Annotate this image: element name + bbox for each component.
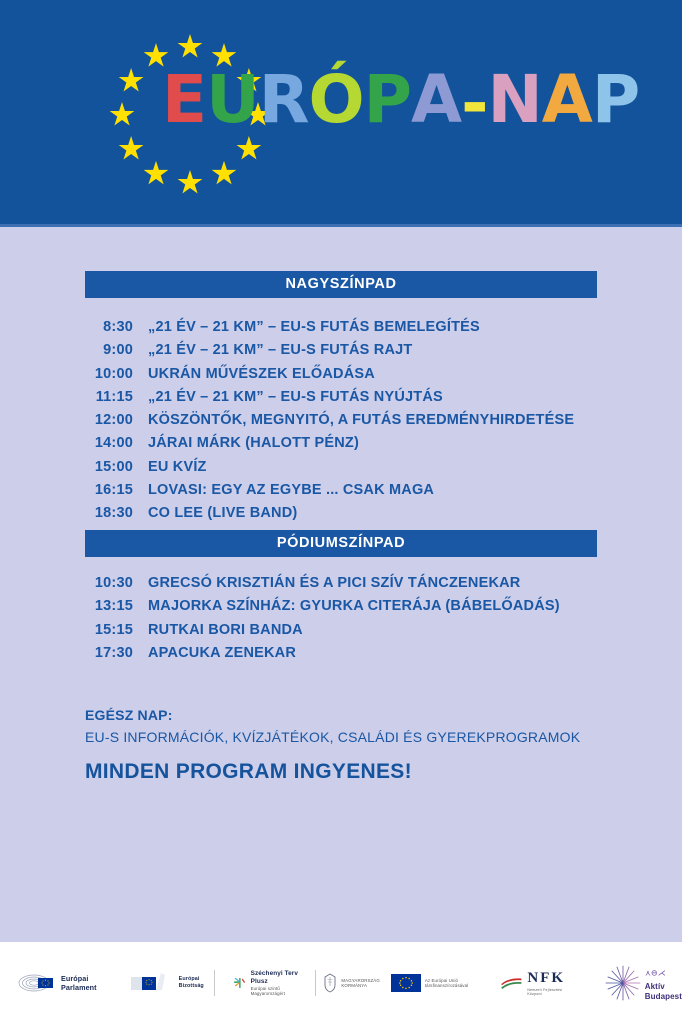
- hungary-coat-of-arms-icon: [322, 972, 338, 994]
- logo-label-line2: Plusz: [250, 977, 268, 985]
- event-title: APACUKA ZENEKAR: [148, 644, 296, 661]
- schedule-row: [85, 598, 605, 621]
- parliament-icon: [18, 971, 56, 995]
- poster-content: [0, 227, 682, 942]
- logo-label-sub: Európai szintű Magyarországért: [250, 985, 286, 996]
- all-day-text: EU-S INFORMÁCIÓK, KVÍZJÁTÉKOK, CSALÁDI ÉS GYEREKPROGRAMOK: [85, 729, 581, 745]
- event-time: 10:00: [94, 365, 133, 382]
- schedule-row: [85, 366, 605, 389]
- event-time: 11:15: [95, 388, 133, 405]
- wordmark-letter-3: Ó: [308, 61, 364, 138]
- logo-label-line1: Európai: [61, 974, 89, 983]
- event-time: 14:00: [94, 435, 133, 452]
- wordmark-letter-2: R: [258, 61, 309, 138]
- logo-label-line1: Európai: [178, 976, 200, 983]
- sponsor-footer: [0, 942, 682, 1024]
- wordmark-letter-4: P: [363, 61, 411, 138]
- event-time: 18:30: [94, 505, 133, 522]
- event-time: 9:00: [103, 342, 133, 359]
- wordmark-letter-9: P: [591, 61, 640, 138]
- all-day-label: EGÉSZ NAP:: [85, 707, 173, 723]
- schedule-row: [85, 435, 605, 458]
- eu-star-7: [144, 161, 169, 185]
- event-time: 16:15: [94, 482, 133, 499]
- all-day-section: [85, 704, 625, 748]
- wordmark-letter-5: A: [411, 61, 462, 138]
- stage-header-podiumszinpad: PÓDIUMSZÍNPAD: [85, 530, 597, 557]
- free-programs-note: MINDEN PROGRAM INGYENES!: [85, 760, 412, 783]
- aktiv-budapest-burst-icon: [603, 963, 643, 1003]
- event-title: „21 ÉV – 21 KM” – EU-S FUTÁS RAJT: [148, 342, 413, 359]
- schedule-row: [85, 505, 605, 528]
- logo-label-line2: Nemzeti Fejlesztési Központ: [527, 988, 563, 997]
- schedule-row: [85, 459, 605, 482]
- eu-star-5: [212, 161, 237, 185]
- schedule-row: [85, 622, 605, 645]
- event-title: JÁRAI MÁRK (HALOTT PÉNZ): [148, 435, 360, 452]
- poster-header: [0, 0, 682, 227]
- szechenyi-mark-icon: [232, 973, 248, 993]
- logo-label-line1: Az Európai Unió: [424, 977, 459, 983]
- svg-text:⋏⊖⋌: ⋏⊖⋌: [644, 968, 666, 977]
- logo-label-line1: Aktív: [644, 982, 665, 991]
- event-title: CO LEE (LIVE BAND): [148, 505, 298, 522]
- logo-europai-parlament: [18, 963, 97, 1003]
- commission-icon: [131, 972, 175, 994]
- eu-star-0: [178, 34, 203, 58]
- stage-header-nagyszinpad: NAGYSZÍNPAD: [85, 271, 597, 298]
- wordmark-letter-6: -: [461, 64, 488, 142]
- schedule-row: [85, 412, 605, 435]
- schedule-row: [85, 342, 605, 365]
- logo-europai-bizottsag: [131, 963, 222, 1003]
- eu-star-9: [110, 102, 135, 126]
- schedule-podiumszinpad: [85, 575, 605, 668]
- event-title: KÖSZÖNTŐK, MEGNYITÓ, A FUTÁS EREDMÉNYHIRDETÉSE: [148, 412, 575, 429]
- event-time: 12:00: [94, 412, 133, 429]
- logo-label-line2: KORMÁNYA: [341, 983, 368, 988]
- logo-label-line2: Bizottság: [178, 983, 204, 989]
- eu-star-4: [237, 136, 262, 160]
- schedule-row: [85, 482, 605, 505]
- wordmark-letter-7: N: [487, 61, 542, 138]
- schedule-row: [85, 389, 605, 412]
- event-time: 8:30: [103, 319, 133, 335]
- event-title: RUTKAI BORI BANDA: [148, 621, 303, 638]
- event-time: 15:00: [94, 458, 133, 475]
- event-time: 15:15: [94, 621, 133, 638]
- event-title: GRECSÓ KRISZTIÁN ÉS A PICI SZÍV TÁNCZENEKAR: [148, 575, 521, 591]
- europa-nap-logo: [0, 0, 682, 227]
- logo-label-line2: társfinanszírozásával: [424, 983, 469, 988]
- wordmark-letter-1: U: [206, 61, 259, 138]
- event-title: „21 ÉV – 21 KM” – EU-S FUTÁS NYÚJTÁS: [148, 388, 443, 405]
- logo-szechenyi-terv-plusz: [232, 963, 323, 1003]
- logo-label-line2: Budapest: [644, 992, 682, 1001]
- event-time: 10:30: [94, 575, 133, 591]
- schedule-row: [85, 575, 605, 598]
- logo-aktiv-budapest: [603, 963, 682, 1003]
- event-title: „21 ÉV – 21 KM” – EU-S FUTÁS BEMELEGÍTÉS: [148, 319, 480, 335]
- eu-star-8: [119, 136, 144, 160]
- event-time: 13:15: [94, 598, 133, 615]
- logo-label-line2: Parlament: [61, 983, 97, 992]
- logo-eu-tamogatas: [391, 963, 468, 1003]
- schedule-nagyszinpad: [85, 319, 605, 529]
- footer-divider: [214, 970, 215, 996]
- aktiv-budapest-glyph-icon: [645, 968, 669, 977]
- eu-star-6: [178, 170, 203, 194]
- event-time: 17:30: [94, 644, 133, 661]
- schedule-row: [85, 319, 605, 342]
- eu-flag-icon: [391, 973, 421, 993]
- hungarian-flag-ribbon-icon: [500, 975, 523, 991]
- poster-wordmark: [162, 61, 640, 142]
- wordmark-letter-8: A: [541, 61, 592, 138]
- eu-star-10: [119, 68, 144, 92]
- event-title: LOVASI: EGY AZ EGYBE ... CSAK MAGA: [148, 482, 435, 499]
- event-title: MAJORKA SZÍNHÁZ: GYURKA CITERÁJA (BÁBELŐADÁS): [148, 598, 560, 615]
- logo-magyarorszag-kormanya: [322, 963, 379, 1003]
- logo-label-line1: NFK: [527, 970, 566, 987]
- logo-nfk: [500, 963, 573, 1003]
- logo-label-line1: MAGYARORSZÁG: [341, 977, 380, 983]
- logo-label-line1: Széchenyi Terv: [250, 969, 299, 977]
- event-title: UKRÁN MŰVÉSZEK ELŐADÁSA: [148, 365, 375, 382]
- event-title: EU KVÍZ: [148, 458, 207, 475]
- schedule-row: [85, 645, 605, 668]
- wordmark-letter-0: E: [162, 61, 207, 138]
- footer-divider: [315, 970, 316, 996]
